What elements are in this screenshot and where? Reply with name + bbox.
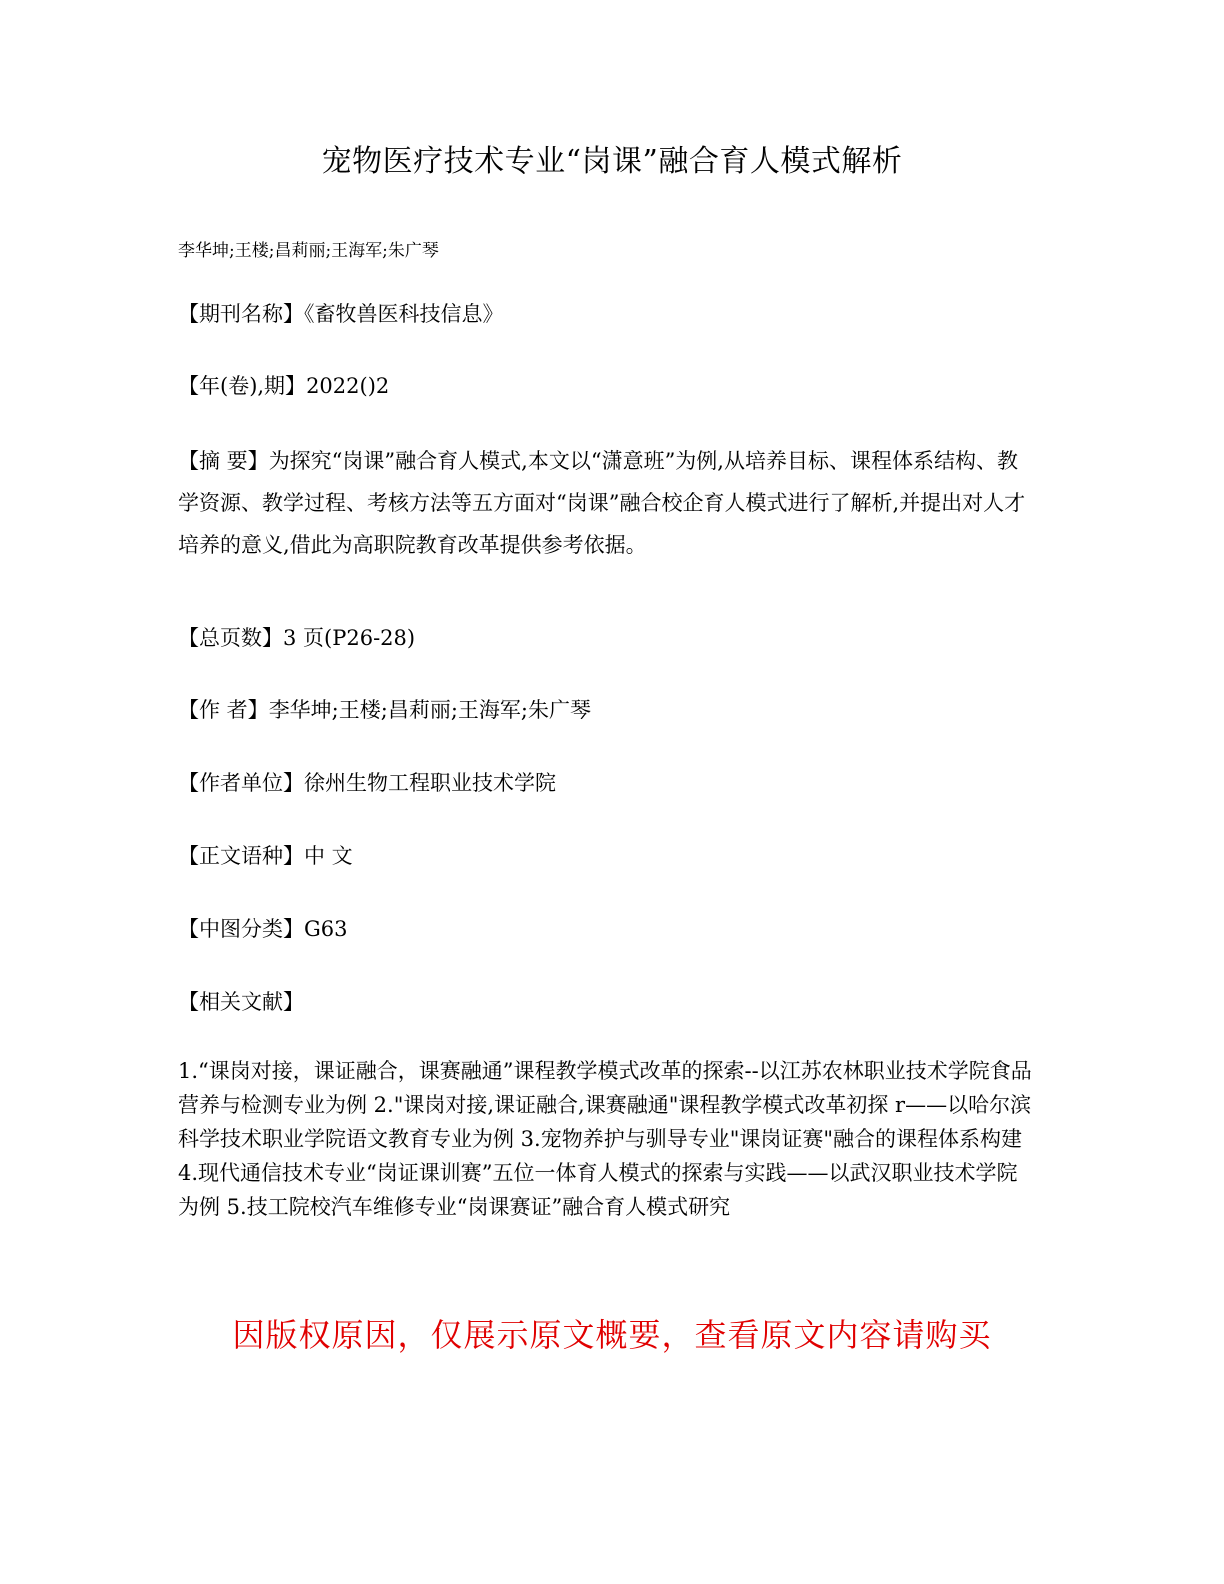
field-related: [178, 986, 304, 1016]
field-pages: [178, 622, 415, 652]
field-journal-value: 《畜牧兽医科技信息》: [304, 302, 504, 326]
field-classification-label: 【中图分类】: [178, 917, 304, 941]
field-authors: [178, 694, 591, 724]
field-classification: [178, 913, 348, 943]
field-authors-value: 李华坤;王楼;昌莉丽;王海军;朱广琴: [268, 698, 591, 722]
field-pages-value: 3 页(P26-28): [283, 626, 416, 650]
field-issue-value: 2022()2: [306, 374, 390, 398]
copyright-notice: 因版权原因，仅展示原文概要，查看原文内容请购买: [232, 1316, 992, 1354]
field-classification-value: G63: [304, 917, 348, 941]
field-language: [178, 840, 353, 870]
field-journal: [178, 298, 504, 328]
field-affiliation: [178, 767, 556, 797]
field-abstract-label: 【摘 要】: [178, 449, 269, 473]
field-issue-label: 【年(卷),期】: [178, 374, 307, 398]
authors-line: 李华坤;王楼;昌莉丽;王海军;朱广琴: [178, 241, 439, 261]
field-affiliation-label: 【作者单位】: [178, 771, 304, 795]
field-abstract: [178, 440, 1038, 566]
field-language-value: 中 文: [304, 844, 353, 868]
field-issue: [178, 370, 389, 400]
field-authors-label: 【作 者】: [178, 698, 269, 722]
field-journal-label: 【期刊名称】: [178, 302, 304, 326]
field-affiliation-value: 徐州生物工程职业技术学院: [304, 771, 556, 795]
field-abstract-value: 为探究“岗课”融合育人模式,本文以“潇意班”为例,从培养目标、课程体系结构、教学资源、教学过程、考核方法等五方面对“岗课”融合校企育人模式进行了解析,并提出对人才培养的意义,借此为高职院教育改革提供参考依据。: [178, 449, 1026, 557]
references-list: 1.“课岗对接，课证融合，课赛融通”课程教学模式改革的探索--以江苏农林职业技术学院食品营养与检测专业为例 2."课岗对接,课证融合,课赛融通"课程教学模式改革初探 r——以哈尔滨科学技术职业学院语文教育专业为例 3.宠物养护与驯导专业"课岗证赛"融合的课程体系构建 4.现代通信技术专业“岗证课训赛”五位一体育人模式的探索与实践——以武汉职业技术学院为例 5.技工院校汽车维修专业“岗课赛证”融合育人模式研究: [178, 1059, 1032, 1219]
field-related-label: 【相关文献】: [178, 990, 304, 1014]
document-title: 宠物医疗技术专业“岗课”融合育人模式解析: [321, 144, 903, 179]
field-language-label: 【正文语种】: [178, 844, 304, 868]
field-pages-label: 【总页数】: [178, 626, 283, 650]
